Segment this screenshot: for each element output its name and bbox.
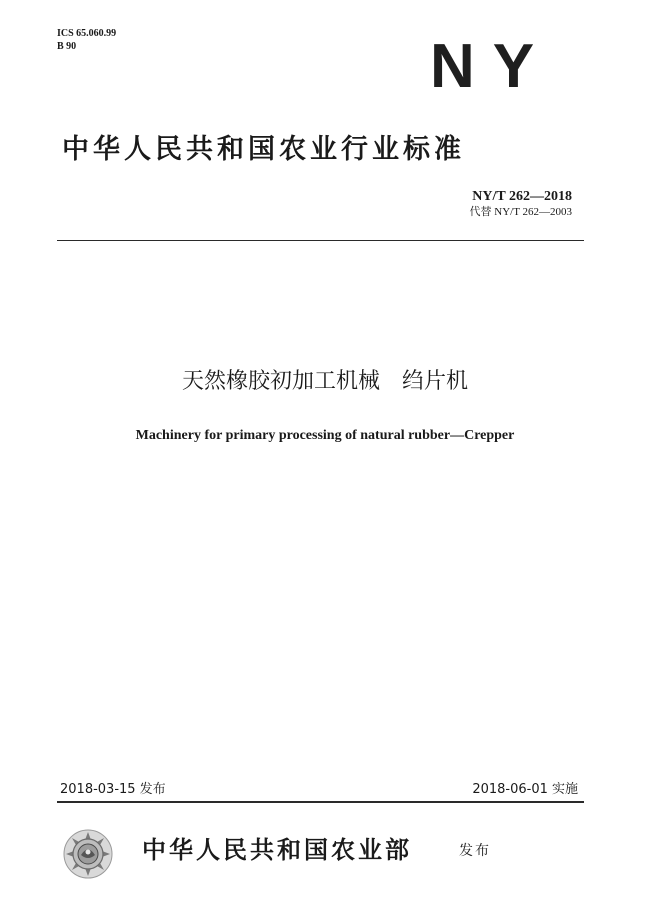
implementation-date: 2018-06-01 实施 xyxy=(472,782,578,797)
issuing-ministry: 中华人民共和国农业部 xyxy=(142,836,412,864)
top-divider xyxy=(57,240,584,241)
ccs-code: B 90 xyxy=(57,41,77,52)
bottom-divider xyxy=(57,801,584,803)
classification-codes xyxy=(57,27,116,53)
standard-code: NY/T 262—2018 xyxy=(472,189,572,204)
document-title-en: Machinery for primary processing of natural rubber—Crepper xyxy=(135,428,515,443)
replaces-standard: 代替 NY/T 262—2003 xyxy=(469,206,572,218)
sector-standard-title: 中华人民共和国农业行业标准 xyxy=(62,134,465,165)
ministry-emblem-icon xyxy=(62,828,114,880)
ics-code: ICS 65.060.99 xyxy=(57,28,117,39)
ny-logo: NY xyxy=(430,32,553,101)
issue-date: 2018-03-15 发布 xyxy=(60,782,166,797)
document-title-cn: 天然橡胶初加工机械 绉片机 xyxy=(181,369,468,394)
publish-label: 发布 xyxy=(459,843,491,859)
